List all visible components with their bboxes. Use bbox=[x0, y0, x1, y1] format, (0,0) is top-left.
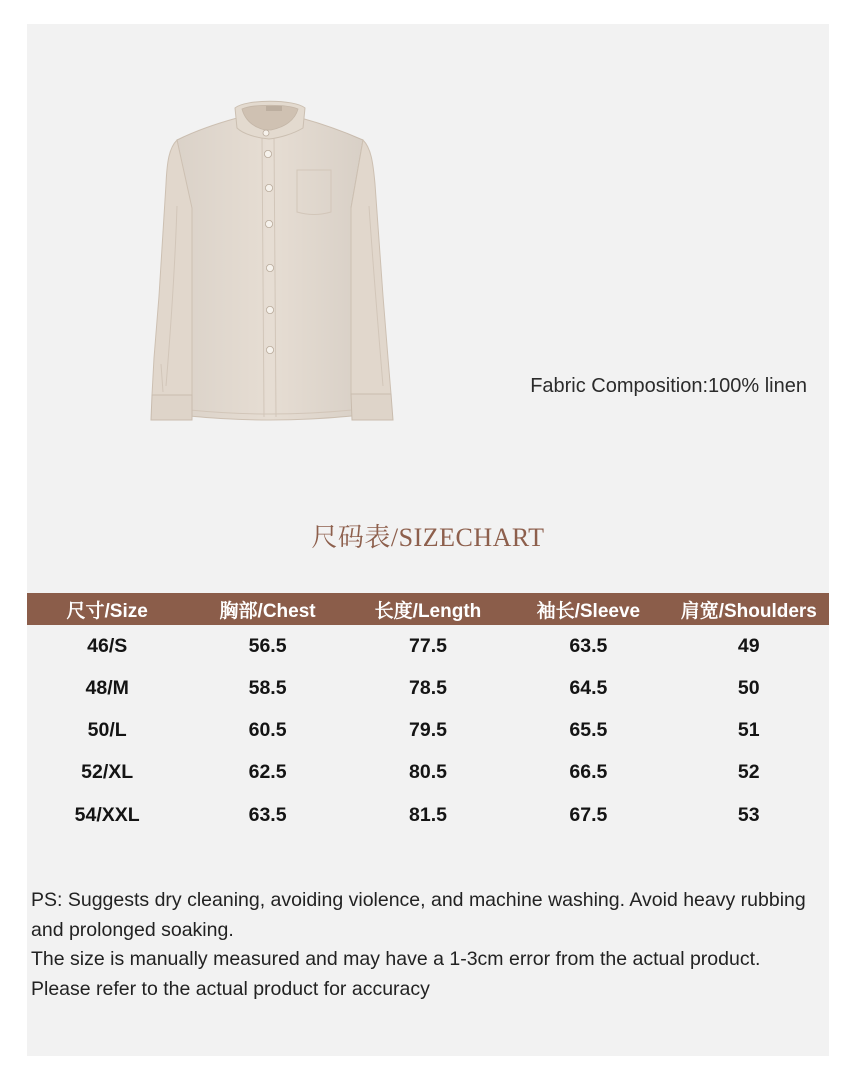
shirt-button bbox=[263, 130, 269, 136]
cell-sleeve: 66.5 bbox=[569, 761, 608, 784]
cell-size: 52/XL bbox=[81, 761, 134, 784]
shirt-button bbox=[264, 150, 271, 157]
cell-length: 81.5 bbox=[409, 803, 447, 826]
cell-chest: 58.5 bbox=[248, 676, 287, 699]
size-chart-body bbox=[27, 625, 829, 836]
cell-shoulders: 53 bbox=[737, 803, 760, 826]
cell-sleeve: 67.5 bbox=[569, 803, 608, 826]
cell-chest: 60.5 bbox=[248, 719, 287, 742]
cell-length: 80.5 bbox=[409, 761, 447, 784]
table-row bbox=[27, 625, 829, 667]
table-row bbox=[27, 794, 829, 836]
shirt-button bbox=[266, 346, 273, 353]
cell-chest: 56.5 bbox=[248, 634, 287, 657]
size-chart-title: 尺码表/SIZECHART bbox=[311, 523, 545, 552]
care-notes bbox=[31, 886, 826, 1004]
accuracy-note: Please refer to the actual product for accuracy bbox=[31, 977, 430, 1000]
size-chart-header bbox=[27, 593, 829, 625]
cell-length: 77.5 bbox=[409, 634, 447, 657]
cell-length: 79.5 bbox=[409, 719, 447, 742]
column-header-length: 长度/Length bbox=[348, 593, 508, 625]
table-row bbox=[27, 667, 829, 709]
shirt-button bbox=[265, 220, 272, 227]
cell-shoulders: 50 bbox=[737, 676, 760, 699]
shirt-button bbox=[266, 264, 273, 271]
header-row bbox=[27, 593, 829, 625]
product-info-panel bbox=[27, 24, 829, 1056]
size-chart-table bbox=[27, 593, 829, 836]
shirt-cuff-left bbox=[151, 395, 192, 420]
cell-chest: 63.5 bbox=[248, 803, 287, 826]
fabric-composition: Fabric Composition:100% linen bbox=[530, 375, 807, 397]
shirt-button bbox=[265, 184, 272, 191]
care-instructions: PS: Suggests dry cleaning, avoiding violence, and machine washing. Avoid heavy rubbing and prolonged soaking. bbox=[31, 889, 806, 941]
column-header-chest: 胸部/Chest bbox=[187, 593, 347, 625]
cell-size: 54/XXL bbox=[74, 803, 140, 826]
cell-shoulders: 52 bbox=[737, 761, 760, 784]
cell-size: 50/L bbox=[87, 719, 127, 742]
cell-size: 46/S bbox=[87, 634, 128, 657]
shirt-button bbox=[266, 306, 273, 313]
shirt-neck-label bbox=[266, 106, 282, 111]
cell-sleeve: 63.5 bbox=[569, 634, 608, 657]
column-header-shoulders: 肩宽/Shoulders bbox=[669, 593, 829, 625]
cell-length: 78.5 bbox=[409, 676, 447, 699]
cell-sleeve: 64.5 bbox=[569, 676, 608, 699]
shirt-cuff-right bbox=[351, 394, 393, 420]
shirt-sleeve-right bbox=[351, 140, 391, 394]
size-disclaimer: The size is manually measured and may have a 1-3cm error from the actual product. bbox=[31, 948, 761, 971]
table-row bbox=[27, 752, 829, 794]
table-row bbox=[27, 710, 829, 752]
cell-shoulders: 51 bbox=[737, 719, 760, 742]
cell-size: 48/M bbox=[85, 676, 129, 699]
column-header-sleeve: 袖长/Sleeve bbox=[508, 593, 668, 625]
cell-chest: 62.5 bbox=[248, 761, 287, 784]
column-header-size: 尺寸/Size bbox=[27, 593, 187, 625]
shirt-image bbox=[145, 96, 400, 426]
cell-sleeve: 65.5 bbox=[569, 719, 608, 742]
cell-shoulders: 49 bbox=[737, 634, 760, 657]
